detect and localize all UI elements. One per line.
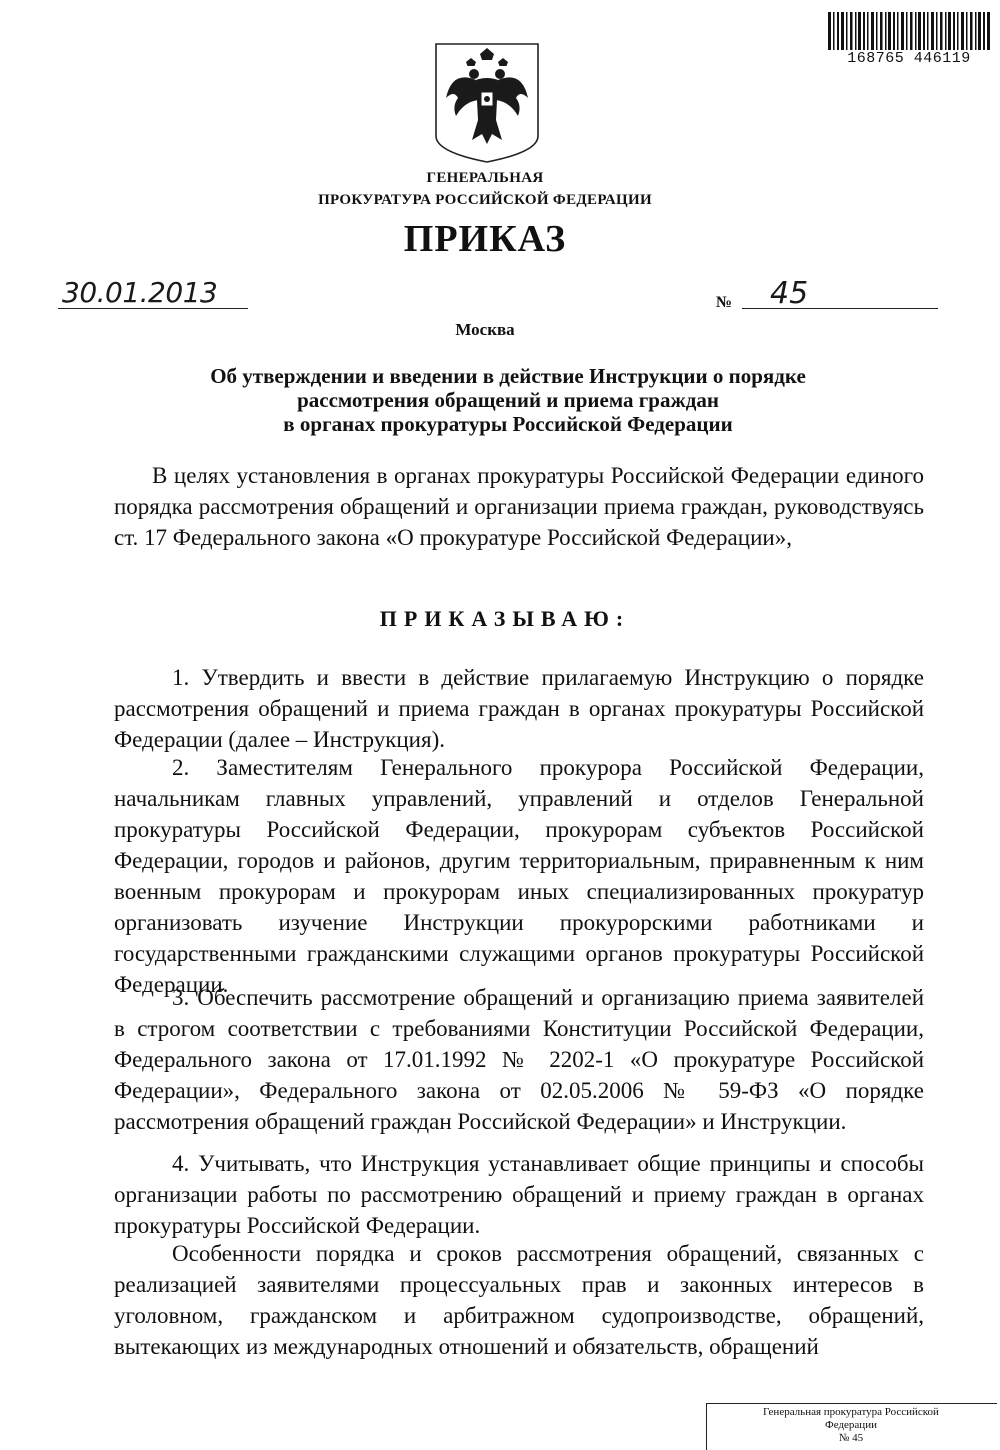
number-label: № [716, 294, 733, 311]
document-type-heading: ПРИКАЗ [403, 218, 567, 260]
order-item-2: 2. Заместителям Генерального прокурора Российской Федерации, начальникам главных управлений, управлений и отделов Генеральной прокуратуры Российской Федерации, прокурорам субъектов Российской Федерации, городов и районов, другим территориальным, приравненным к ним военным прокурорам и прокурорам иных специализированных прокуратур организовать изучение Инструкции прокурорскими работниками и государственными гражданскими служащими органов прокуратуры Российской Федерации. [114, 755, 924, 997]
order-item-1: 1. Утвердить и ввести в действие прилагаемую Инструкцию о порядке рассмотрения обращений и приема граждан в органах прокуратуры Российской Федерации (далее – Инструкция). [114, 665, 924, 752]
date-underline [58, 308, 248, 309]
stamp-line2: Федерации [825, 1419, 877, 1431]
order-item-4-continuation: Особенности порядка и сроков рассмотрения обращений, связанных с реализацией заявителями процессуальных прав и законных интересов в уголовном, гражданском и арбитражном судопроизводстве, обращений, вытекающих из международных отношений и обязательств, обращений [114, 1241, 924, 1359]
organization-name-line2: ПРОКУРАТУРА РОССИЙСКОЙ ФЕДЕРАЦИИ [318, 192, 652, 208]
stamp-line1: Генеральная прокуратура Российской [763, 1406, 939, 1418]
order-item-4: 4. Учитывать, что Инструкция устанавливает общие принципы и способы организации работы по рассмотрению обращений и приему граждан в органах прокуратуры Российской Федерации. [114, 1151, 924, 1238]
coat-of-arms-emblem [432, 40, 542, 164]
document-title-line2: рассмотрения обращений и приема граждан [297, 388, 719, 412]
organization-name-line1: ГЕНЕРАЛЬНАЯ [426, 170, 544, 186]
document-title-line3: в органах прокуратуры Российской Федерации [283, 412, 733, 436]
handwritten-date: 30.01.2013 [62, 276, 218, 309]
number-underline [742, 308, 938, 309]
document-title-line1: Об утверждении и введении в действие Инструкции о порядке [210, 364, 806, 388]
preamble-paragraph: В целях установления в органах прокуратуры Российской Федерации единого порядка рассмотрения обращений и организации приема граждан, руководствуясь ст. 17 Федерального закона «О прокуратуре Российской Федерации», [114, 463, 924, 550]
barcode-number: 168765 446119 [847, 50, 971, 67]
order-heading: ПРИКАЗЫВАЮ: [379, 606, 631, 631]
city-name: Москва [455, 320, 515, 339]
order-item-3: 3. Обеспечить рассмотрение обращений и организацию приема заявителей в строгом соответствии с требованиями Конституции Российской Федерации, Федерального закона от 17.01.1992 № 2202-1 «О прокуратуре Российской Федерации», Федерального закона от 02.05.2006 № 59-ФЗ «О порядке рассмотрения обращений граждан Российской Федерации» и Инструкции. [114, 985, 924, 1134]
stamp-line3: № 45 [838, 1432, 864, 1444]
handwritten-number: 45 [770, 276, 809, 311]
